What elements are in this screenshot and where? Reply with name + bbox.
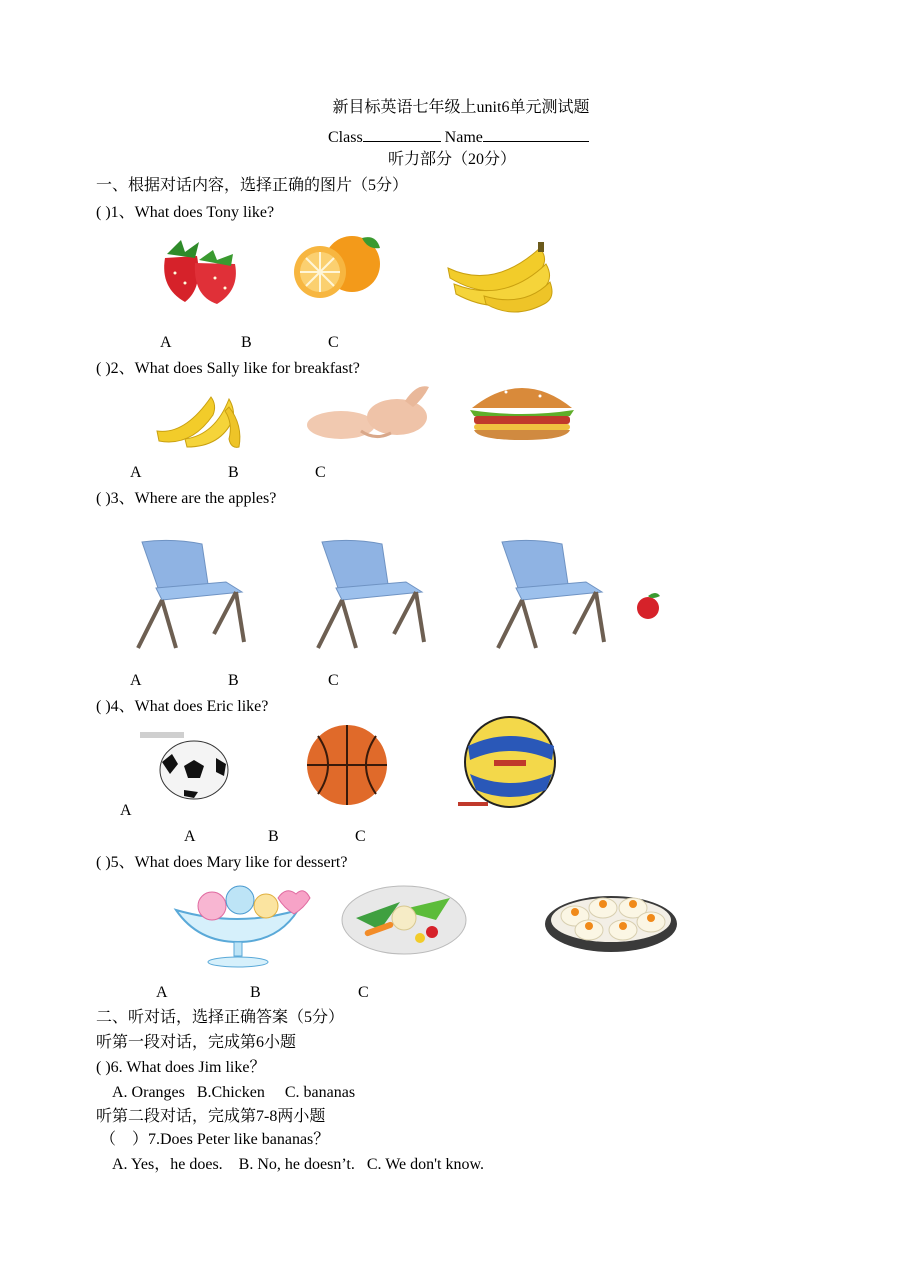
q4-option-c: C [355,828,366,845]
name-label: Name [444,129,483,146]
q2-option-c: C [315,464,326,481]
ice-cream-icon [168,884,314,968]
section2-part1: 听第一段对话，完成第6小题 [96,1034,297,1051]
q2-option-a: A [130,464,142,481]
listening-title: 听力部分（20分） [388,151,517,168]
chair-icon [312,538,432,650]
q3-option-a: A [130,672,142,689]
q4-stray-label: A [120,802,132,819]
question-5: ( )5、What does Mary like for dessert? [96,854,348,871]
soccer-ball-icon [140,732,232,802]
question-1: ( )1、What does Tony like? [96,204,275,221]
question-7: （ ）7.Does Peter like bananas？ [100,1131,330,1148]
basketball-icon [304,718,390,812]
section1-heading: 一、根据对话内容，选择正确的图片（5分） [96,177,409,194]
question-4: ( )4、What does Eric like? [96,698,269,715]
class-label: Class [328,129,363,146]
q2-option-b: B [228,464,239,481]
q1-option-a: A [160,334,172,351]
cake-icon [543,874,679,954]
page-title: 新目标英语七年级上unit6单元测试题 [332,99,590,116]
class-name-line [328,125,589,148]
chair-icon [132,538,252,650]
hamburger-icon [466,374,578,442]
chicken-icon [305,381,437,447]
class-blank[interactable] [363,125,441,142]
q4-option-a: A [184,828,196,845]
volleyball-icon [456,716,572,812]
question-2: ( )2、What does Sally like for breakfast? [96,360,360,377]
strawberry-icon [155,228,245,308]
section2-part2: 听第二段对话，完成第7-8两小题 [96,1108,326,1125]
orange-icon [290,232,390,302]
q1-option-b: B [241,334,252,351]
question-7-options: A. Yes，he does. B. No, he doesn’t. C. We don't know. [112,1156,484,1173]
q4-option-b: B [268,828,279,845]
question-3: ( )3、Where are the apples? [96,490,277,507]
banana-icon [444,238,556,314]
chair-with-apple-icon [492,538,668,650]
q5-option-c: C [358,984,369,1001]
q5-option-a: A [156,984,168,1001]
question-6: ( )6. What does Jim like？ [96,1059,266,1076]
q5-option-b: B [250,984,261,1001]
q1-option-c: C [328,334,339,351]
q3-option-c: C [328,672,339,689]
name-blank[interactable] [483,125,589,142]
banana-icon [155,385,245,451]
question-6-options: A. Oranges B.Chicken C. bananas [112,1084,356,1101]
salad-icon [340,880,472,956]
q3-option-b: B [228,672,239,689]
section2-heading: 二、听对话，选择正确答案（5分） [96,1009,345,1026]
